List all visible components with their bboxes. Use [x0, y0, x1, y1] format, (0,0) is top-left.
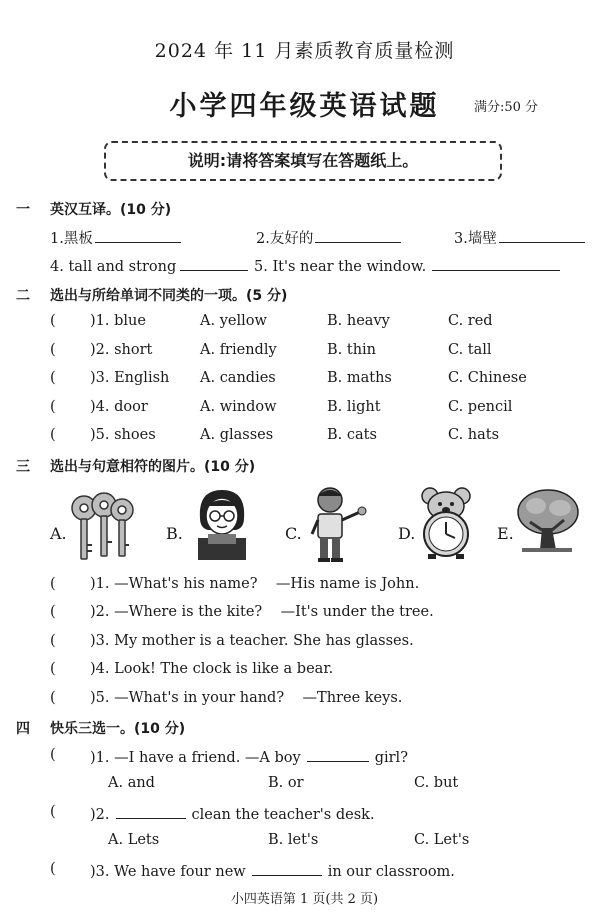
s2-option-c: C. hats [448, 427, 500, 443]
section-4-number: 四 [16, 721, 30, 737]
answer-paren: ( [50, 399, 56, 415]
bear-clock-icon [418, 486, 474, 560]
s4-question-3: )3. We have four new in our classroom. [90, 861, 455, 880]
s1-item-1: 1.黑板 [50, 227, 181, 248]
answer-blank [180, 256, 248, 271]
exam-title: 2024 年 11 月素质教育质量检测 [154, 40, 455, 62]
boy-icon [300, 484, 374, 564]
s2-option-b: B. light [327, 399, 381, 415]
s2-question: )1. blue [90, 313, 146, 329]
section-1-title: 英汉互译。(10 分) [50, 202, 172, 218]
paper-title: 小学四年级英语试题 [169, 91, 440, 122]
picture-label-e: E. [497, 524, 514, 543]
s4-q2-option-c: C. Let's [414, 832, 470, 848]
teacher-with-glasses-icon [186, 484, 258, 562]
answer-paren: ( [50, 747, 56, 763]
s2-option-c: C. tall [448, 342, 492, 358]
picture-label-b: B. [166, 524, 183, 543]
section-2-title: 选出与所给单词不同类的一项。(5 分) [50, 288, 288, 304]
s2-question: )3. English [90, 370, 170, 386]
s3-sentence: )5. —What's in your hand? —Three keys. [90, 690, 403, 706]
answer-paren: ( [50, 427, 56, 443]
s2-question: )4. door [90, 399, 148, 415]
s2-option-c: C. Chinese [448, 370, 527, 386]
s2-question: )5. shoes [90, 427, 156, 443]
s4-question-1: )1. —I have a friend. —A boy girl? [90, 747, 408, 766]
s2-option-b: B. thin [327, 342, 377, 358]
s2-option-a: A. glasses [200, 427, 274, 443]
s2-option-b: B. cats [327, 427, 377, 443]
s3-sentence: )1. —What's his name? —His name is John. [90, 576, 420, 592]
answer-blank [95, 228, 181, 243]
s1-item-3: 3.墙壁 [454, 227, 585, 248]
answer-paren: ( [50, 604, 56, 620]
section-4-title: 快乐三选一。(10 分) [50, 721, 186, 737]
notice-box: 说明:请将答案填写在答题纸上。 [104, 141, 502, 181]
keys-icon [66, 490, 136, 564]
section-1-number: 一 [16, 202, 30, 218]
answer-blank [307, 747, 369, 762]
answer-paren: ( [50, 313, 56, 329]
answer-paren: ( [50, 661, 56, 677]
answer-paren: ( [50, 342, 56, 358]
s2-option-c: C. pencil [448, 399, 513, 415]
picture-label-d: D. [398, 524, 416, 543]
s3-sentence: )4. Look! The clock is like a bear. [90, 661, 334, 677]
s4-question-2: )2. clean the teacher's desk. [90, 804, 375, 823]
s2-option-a: A. friendly [200, 342, 277, 358]
s2-question: )2. short [90, 342, 153, 358]
s2-option-b: B. maths [327, 370, 392, 386]
s2-option-a: A. window [200, 399, 277, 415]
s4-q2-option-a: A. Lets [108, 832, 160, 848]
answer-blank [315, 228, 401, 243]
s1-item-5: 5. It's near the window. [254, 256, 560, 275]
section-3-title: 选出与句意相符的图片。(10 分) [50, 459, 256, 475]
answer-paren: ( [50, 370, 56, 386]
answer-paren: ( [50, 690, 56, 706]
s4-q1-option-c: C. but [414, 775, 459, 791]
picture-label-a: A. [50, 524, 67, 543]
s1-item-4: 4. tall and strong [50, 256, 248, 275]
s3-sentence: )2. —Where is the kite? —It's under the tree. [90, 604, 434, 620]
full-marks: 满分:50 分 [474, 100, 539, 115]
tree-icon [516, 488, 580, 556]
answer-paren: ( [50, 804, 56, 820]
s4-q2-option-b: B. let's [268, 832, 319, 848]
section-3-number: 三 [16, 459, 30, 475]
answer-paren: ( [50, 861, 56, 877]
answer-blank [116, 804, 186, 819]
picture-label-c: C. [285, 524, 302, 543]
s4-q1-option-b: B. or [268, 775, 304, 791]
answer-paren: ( [50, 633, 56, 649]
s3-sentence: )3. My mother is a teacher. She has glasses. [90, 633, 414, 649]
answer-blank [499, 228, 585, 243]
s2-option-a: A. candies [200, 370, 276, 386]
answer-paren: ( [50, 576, 56, 592]
section-2-number: 二 [16, 288, 30, 304]
page-footer: 小四英语第 1 页(共 2 页) [230, 892, 379, 907]
s2-option-b: B. heavy [327, 313, 390, 329]
s2-option-c: C. red [448, 313, 493, 329]
answer-blank [432, 256, 560, 271]
s1-item-2: 2.友好的 [256, 227, 401, 248]
s2-option-a: A. yellow [200, 313, 267, 329]
answer-blank [252, 861, 322, 876]
s4-q1-option-a: A. and [108, 775, 155, 791]
